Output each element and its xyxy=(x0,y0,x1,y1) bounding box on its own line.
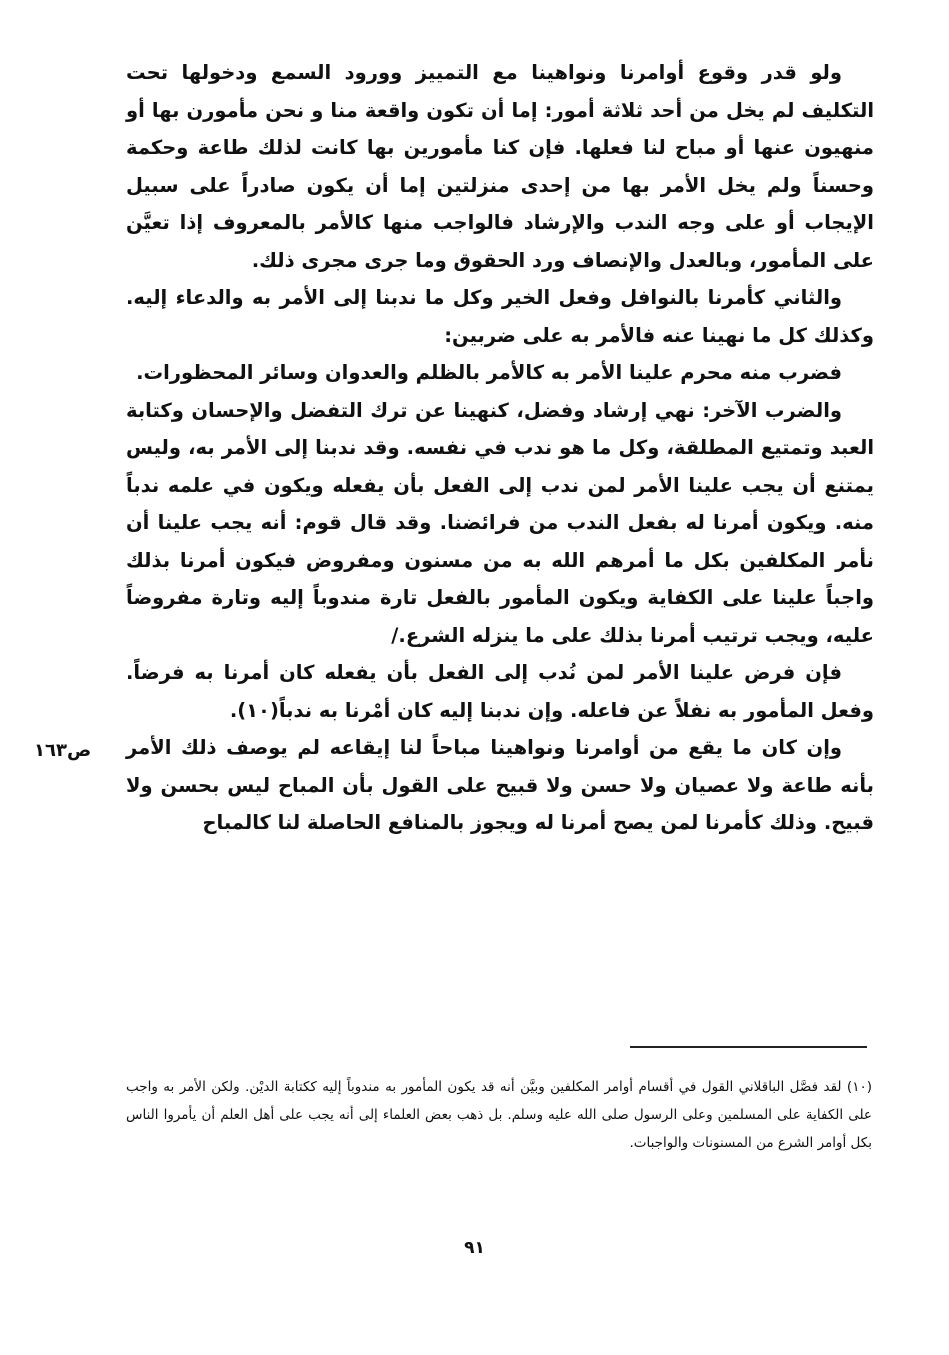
footnote: (١٠) لقد فصَّل الباقلاني القول في أقسام أوامر المكلفين وبيَّن أنه قد يكون المأمور به مندوباً إليه ككتابة الديْن. ولكن الأمر به واجب على الكفاية على المسلمين وعلى الرسول صلى الله عليه وسلم. بل ذهب بعض العلماء إلى أنه يجب على أهل العلم أن يأمروا الناس بكل أوامر الشرع من المسنونات والواجبات. xyxy=(126,1079,872,1151)
page-number: ٩١ xyxy=(464,1238,485,1258)
manuscript-page-marker: ص١٦٣ xyxy=(34,740,92,761)
paragraph-1: ولو قدر وقوع أوامرنا ونواهينا مع التمييز وورود السمع ودخولها تحت التكليف لم يخل من أحد ثلاثة أمور: إما أن تكون واقعة منا و نحن مأمورن بها أو منهيون عنها أو مباح لنا فعلها. فإن كنا مأمورين بها كانت لذلك طاعة وحكمة وحسناً ولم يخل الأمر بها من إحدى منزلتين إما أن يكون صادراً على سبيل الإيجاب أو على وجه الندب والإرشاد فالواجب منها كالأمر بالمعروف إذا تعيَّن على المأمور، وبالعدل والإنصاف ورد الحقوق وما جرى مجرى ذلك. xyxy=(126,61,874,272)
paragraph-6: وإن كان ما يقع من أوامرنا ونواهينا مباحاً لنا إيقاعه لم يوصف ذلك الأمر بأنه طاعة ولا عصيان ولا حسن ولا قبيح على القول بأن المباح ليس بحسن ولا قبيح. وذلك كأمرنا لمن يصح أمرنا له ويجوز بالمنافع الحاصلة لنا كالمباح xyxy=(126,736,874,834)
paragraph-5: فإن فرض علينا الأمر لمن نُدب إلى الفعل بأن يفعله كان أمرنا به فرضاً. وفعل المأمور به نفلاً عن فاعله. وإن ندبنا إليه كان أمْرنا به ندباً(١٠). xyxy=(126,661,874,722)
paragraph-4: والضرب الآخر: نهي إرشاد وفضل، كنهينا عن ترك التفضل والإحسان وكتابة العبد وتمتيع المطلقة، وكل ما هو ندب في نفسه. وقد ندبنا إلى الأمر به، وليس يمتنع أن يجب علينا الأمر لمن ندب إلى الفعل بأن يفعله ويكون في علمه ندباً منه. ويكون أمرنا له بفعل الندب من فرائضنا. وقد قال قوم: أنه يجب علينا أن نأمر المكلفين بكل ما أمرهم الله به من مسنون ومفروض فيكون أمرنا بذلك واجباً علينا على الكفاية ويكون المأمور بالفعل تارة مندوباً إليه وتارة مفروضاً عليه، ويجب ترتيب أمرنا بذلك على ما ينزله الشرع./ xyxy=(126,398,874,647)
main-text xyxy=(126,54,874,842)
paragraph-3: فضرب منه محرم علينا الأمر به كالأمر بالظلم والعدوان وسائر المحظورات. xyxy=(136,361,842,384)
footnote-divider xyxy=(630,1046,867,1048)
paragraph-2: والثاني كأمرنا بالنوافل وفعل الخير وكل ما ندبنا إلى الأمر به والدعاء إليه. وكذلك كل ما نهينا عنه فالأمر به على ضربين: xyxy=(126,286,874,347)
